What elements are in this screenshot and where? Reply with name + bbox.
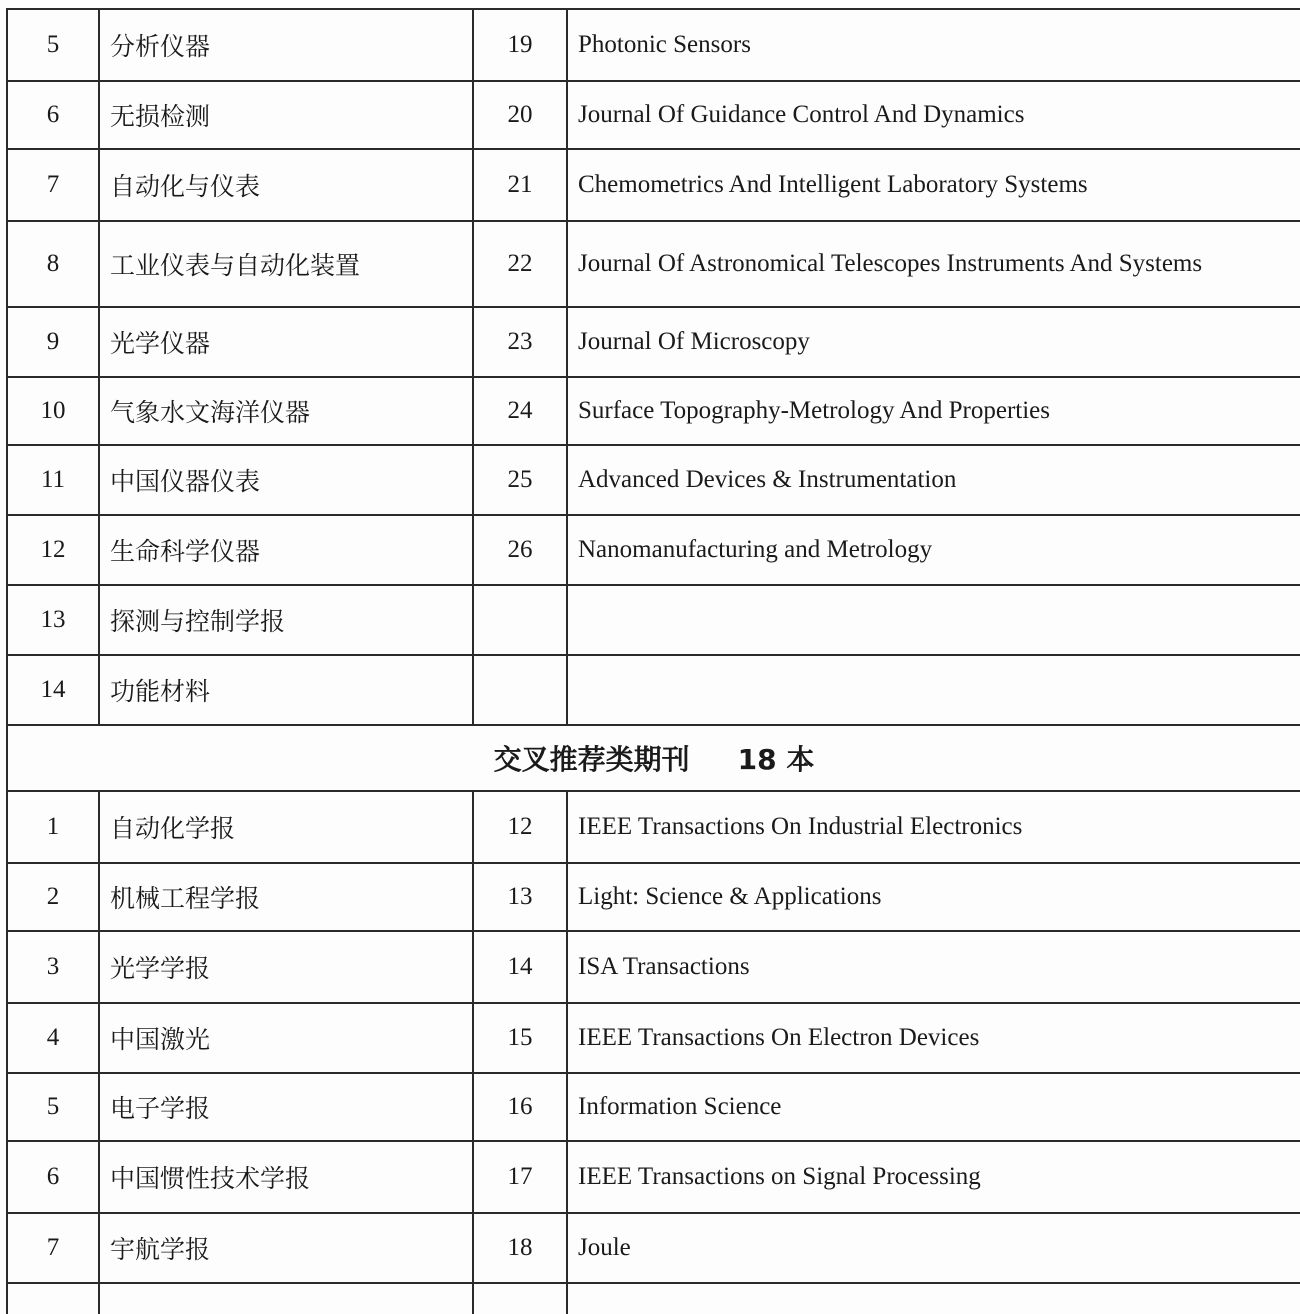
table-row <box>7 149 1300 221</box>
empty-cell <box>99 1283 473 1314</box>
section-header <box>7 725 1300 791</box>
row-number: 4 <box>7 1003 99 1073</box>
row-number: 5 <box>7 1073 99 1141</box>
english-journal-name: IEEE Transactions on Signal Processing <box>567 1141 1300 1213</box>
row-number: 3 <box>7 931 99 1003</box>
empty-cell <box>7 1283 99 1314</box>
chinese-journal-name: 机械工程学报 <box>99 863 473 931</box>
table-row <box>7 221 1300 307</box>
table-row-cut <box>7 1283 1300 1314</box>
english-journal-name: Photonic Sensors <box>567 9 1300 81</box>
chinese-journal-name: 自动化学报 <box>99 791 473 863</box>
chinese-journal-name: 中国仪器仪表 <box>99 445 473 515</box>
table-row <box>7 1141 1300 1213</box>
table-row <box>7 307 1300 377</box>
english-journal-name <box>567 585 1300 655</box>
english-journal-name: IEEE Transactions On Electron Devices <box>567 1003 1300 1073</box>
row-number: 6 <box>7 1141 99 1213</box>
chinese-journal-name: 工业仪表与自动化装置 <box>99 221 473 307</box>
table-row <box>7 445 1300 515</box>
english-journal-name: Journal Of Guidance Control And Dynamics <box>567 81 1300 149</box>
row-number: 18 <box>473 1213 567 1283</box>
row-number: 12 <box>473 791 567 863</box>
table-row <box>7 931 1300 1003</box>
row-number: 23 <box>473 307 567 377</box>
table-row <box>7 585 1300 655</box>
journal-table <box>6 8 1300 1314</box>
row-number: 12 <box>7 515 99 585</box>
english-journal-name <box>567 655 1300 725</box>
row-number: 2 <box>7 863 99 931</box>
row-number: 6 <box>7 81 99 149</box>
english-journal-name: Advanced Devices & Instrumentation <box>567 445 1300 515</box>
table-row <box>7 81 1300 149</box>
section-count: 18 本 <box>737 743 815 776</box>
row-number: 14 <box>7 655 99 725</box>
row-number: 22 <box>473 221 567 307</box>
row-number: 10 <box>7 377 99 445</box>
table-row <box>7 377 1300 445</box>
empty-cell <box>567 1283 1300 1314</box>
chinese-journal-name: 电子学报 <box>99 1073 473 1141</box>
english-journal-name: Journal Of Microscopy <box>567 307 1300 377</box>
chinese-journal-name: 无损检测 <box>99 81 473 149</box>
row-number: 11 <box>7 445 99 515</box>
row-number: 19 <box>473 9 567 81</box>
row-number: 9 <box>7 307 99 377</box>
chinese-journal-name: 中国激光 <box>99 1003 473 1073</box>
english-journal-name: Journal Of Astronomical Telescopes Instruments And Systems <box>567 221 1300 307</box>
row-number: 7 <box>7 1213 99 1283</box>
english-journal-name: Information Science <box>567 1073 1300 1141</box>
section-title: 交叉推荐类期刊 <box>493 743 690 776</box>
row-number: 25 <box>473 445 567 515</box>
row-number: 26 <box>473 515 567 585</box>
row-number: 21 <box>473 149 567 221</box>
table-row <box>7 1073 1300 1141</box>
row-number: 14 <box>473 931 567 1003</box>
english-journal-name: Nanomanufacturing and Metrology <box>567 515 1300 585</box>
table-row <box>7 791 1300 863</box>
english-journal-name: Surface Topography-Metrology And Properties <box>567 377 1300 445</box>
table-row <box>7 1003 1300 1073</box>
chinese-journal-name: 探测与控制学报 <box>99 585 473 655</box>
section-header-row <box>7 725 1300 791</box>
row-number: 15 <box>473 1003 567 1073</box>
chinese-journal-name: 光学仪器 <box>99 307 473 377</box>
table-row <box>7 1213 1300 1283</box>
english-journal-name: Light: Science & Applications <box>567 863 1300 931</box>
english-journal-name: Joule <box>567 1213 1300 1283</box>
chinese-journal-name: 中国惯性技术学报 <box>99 1141 473 1213</box>
english-journal-name: ISA Transactions <box>567 931 1300 1003</box>
chinese-journal-name: 功能材料 <box>99 655 473 725</box>
chinese-journal-name: 气象水文海洋仪器 <box>99 377 473 445</box>
row-number: 17 <box>473 1141 567 1213</box>
row-number: 5 <box>7 9 99 81</box>
table-row <box>7 9 1300 81</box>
row-number: 7 <box>7 149 99 221</box>
english-journal-name: Chemometrics And Intelligent Laboratory Systems <box>567 149 1300 221</box>
chinese-journal-name: 宇航学报 <box>99 1213 473 1283</box>
table-row <box>7 515 1300 585</box>
row-number: 1 <box>7 791 99 863</box>
english-journal-name: IEEE Transactions On Industrial Electronics <box>567 791 1300 863</box>
row-number <box>473 655 567 725</box>
chinese-journal-name: 自动化与仪表 <box>99 149 473 221</box>
row-number: 20 <box>473 81 567 149</box>
journal-table-body <box>7 9 1300 1314</box>
chinese-journal-name: 光学学报 <box>99 931 473 1003</box>
empty-cell <box>473 1283 567 1314</box>
chinese-journal-name: 生命科学仪器 <box>99 515 473 585</box>
row-number: 13 <box>473 863 567 931</box>
row-number: 13 <box>7 585 99 655</box>
row-number: 8 <box>7 221 99 307</box>
table-row <box>7 655 1300 725</box>
row-number <box>473 585 567 655</box>
row-number: 16 <box>473 1073 567 1141</box>
table-row <box>7 863 1300 931</box>
row-number: 24 <box>473 377 567 445</box>
chinese-journal-name: 分析仪器 <box>99 9 473 81</box>
